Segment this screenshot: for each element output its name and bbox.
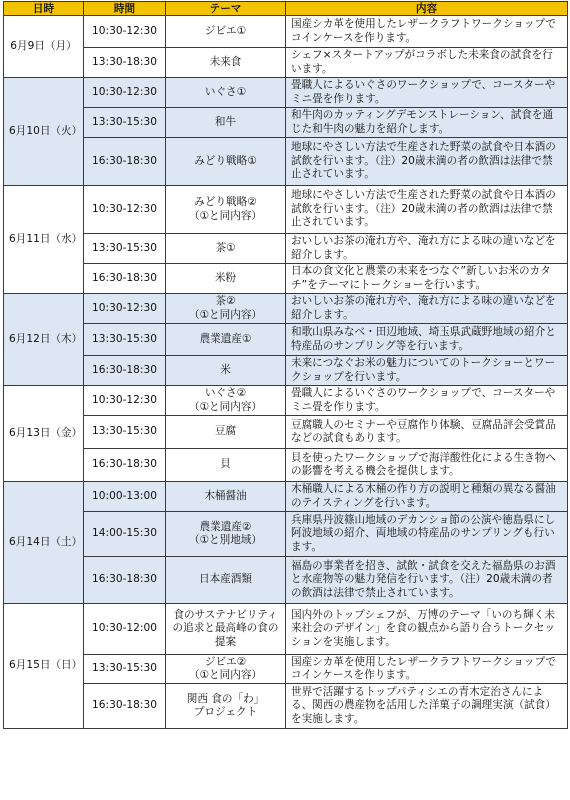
time-cell: 13:30-15:30 <box>84 655 166 684</box>
time-cell: 16:30-18:30 <box>84 449 166 482</box>
time-cell: 10:30-12:30 <box>84 78 166 108</box>
theme-cell: 食のサステナビリティの追求と最高峰の食の提案 <box>166 604 286 655</box>
table-row <box>4 108 568 138</box>
table-row <box>4 449 568 482</box>
content-cell: 畳職人によるいぐさのワークショップで、コースターやミニ畳を作ります。 <box>286 386 568 416</box>
table-row <box>4 294 568 324</box>
content-cell: 兵庫県丹波篠山地域のデカンショ節の公演や徳島県にし阿波地域の紹介、両地域の特産品のサンプリングも行います。 <box>286 512 568 557</box>
content-cell: 国内外のトップシェフが、万博のテーマ「いのち輝く未来社会のデザイン」を食の観点から語り合うトークセッションを実施します。 <box>286 604 568 655</box>
table-row <box>4 386 568 416</box>
time-cell: 16:30-18:30 <box>84 138 166 186</box>
time-cell: 13:30-15:30 <box>84 234 166 264</box>
table-row <box>4 557 568 604</box>
table-row <box>4 78 568 108</box>
content-cell: 和歌山県みなべ・田辺地域、埼玉県武蔵野地域の紹介と特産品のサンプリング等を行います。 <box>286 324 568 356</box>
table-row <box>4 138 568 186</box>
header-row <box>4 2 568 16</box>
theme-cell: ジビエ① <box>166 16 286 48</box>
table-row <box>4 234 568 264</box>
theme-cell: みどり戦略① <box>166 138 286 186</box>
time-cell: 10:30-12:30 <box>84 386 166 416</box>
time-cell: 10:00-13:00 <box>84 482 166 512</box>
time-cell: 13:30-15:30 <box>84 108 166 138</box>
theme-cell: 和牛 <box>166 108 286 138</box>
content-cell: 和牛肉のカッティングデモンストレーション、試食を通じた和牛肉の魅力を紹介します。 <box>286 108 568 138</box>
time-cell: 13:30-18:30 <box>84 48 166 78</box>
content-cell: 国産シカ革を使用したレザークラフトワークショップでコインケースを作ります。 <box>286 16 568 48</box>
theme-cell: 未来食 <box>166 48 286 78</box>
content-cell: 世界で活躍するトップパティシエの青木定治さんによる、関西の農産物を活用した洋菓子の調理実演（試食）を実施します。 <box>286 684 568 729</box>
table-row <box>4 264 568 294</box>
theme-cell: 米粉 <box>166 264 286 294</box>
table-row <box>4 16 568 48</box>
time-cell: 13:30-15:30 <box>84 416 166 449</box>
time-cell: 14:00-15:30 <box>84 512 166 557</box>
theme-cell: 米 <box>166 356 286 386</box>
theme-cell: 木桶醤油 <box>166 482 286 512</box>
time-cell: 10:30-12:30 <box>84 186 166 234</box>
table-row <box>4 604 568 655</box>
table-row <box>4 482 568 512</box>
time-cell: 10:30-12:30 <box>84 294 166 324</box>
time-cell: 16:30-18:30 <box>84 356 166 386</box>
theme-cell: いぐさ② （①と同内容） <box>166 386 286 416</box>
content-cell: おいしいお茶の淹れ方や、淹れ方による味の違いなどを紹介します。 <box>286 234 568 264</box>
theme-cell: みどり戦略② （①と同内容） <box>166 186 286 234</box>
theme-cell: 日本産酒類 <box>166 557 286 604</box>
table-row <box>4 512 568 557</box>
date-cell: 6月15日（日） <box>4 604 84 729</box>
content-cell: 国産シカ革を使用したレザークラフトワークショップでコインケースを作ります。 <box>286 655 568 684</box>
content-cell: 貝を使ったワークショップで海洋酸性化による生き物への影響を考える機会を提供します。 <box>286 449 568 482</box>
date-cell: 6月13日（金） <box>4 386 84 482</box>
table-row <box>4 48 568 78</box>
time-cell: 10:30-12:00 <box>84 604 166 655</box>
table-row <box>4 655 568 684</box>
header-theme: テーマ <box>166 2 286 16</box>
content-cell: 畳職人によるいぐさのワークショップで、コースターやミニ畳を作ります。 <box>286 78 568 108</box>
content-cell: 日本の食文化と農業の未来をつなぐ”新しいお米のカタチ”をテーマにトークショーを行います。 <box>286 264 568 294</box>
theme-cell: 関西 食の「わ」 プロジェクト <box>166 684 286 729</box>
table-row <box>4 186 568 234</box>
date-cell: 6月9日（月） <box>4 16 84 78</box>
content-cell: おいしいお茶の淹れ方や、淹れ方による味の違いなどを紹介します。 <box>286 294 568 324</box>
header-content: 内容 <box>286 2 568 16</box>
time-cell: 10:30-12:30 <box>84 16 166 48</box>
time-cell: 13:30-15:30 <box>84 324 166 356</box>
theme-cell: ジビエ② （①と同内容） <box>166 655 286 684</box>
time-cell: 16:30-18:30 <box>84 557 166 604</box>
time-cell: 16:30-18:30 <box>84 684 166 729</box>
content-cell: 木桶職人による木桶の作り方の説明と種類の異なる醤油のテイスティングを行います。 <box>286 482 568 512</box>
content-cell: 地球にやさしい方法で生産された野菜の試食や日本酒の試飲を行います。（注）20歳未満の者の飲酒は法律で禁止されています。 <box>286 138 568 186</box>
content-cell: 未来につなぐお米の魅力についてのトークショーとワークショップを行います。 <box>286 356 568 386</box>
content-cell: 豆腐職人のセミナーや豆腐作り体験、豆腐品評会受賞品などの試食もあります。 <box>286 416 568 449</box>
theme-cell: 茶① <box>166 234 286 264</box>
content-cell: 福島の事業者を招き、試飲・試食を交えた福島県のお酒と水産物等の魅力発信を行います。（注）20歳未満の者の飲酒は法律で禁止されています。 <box>286 557 568 604</box>
table-row <box>4 684 568 729</box>
theme-cell: 豆腐 <box>166 416 286 449</box>
date-cell: 6月12日（木） <box>4 294 84 386</box>
header-time: 時間 <box>84 2 166 16</box>
theme-cell: 貝 <box>166 449 286 482</box>
schedule-body <box>4 16 568 729</box>
date-cell: 6月11日（水） <box>4 186 84 294</box>
table-row <box>4 324 568 356</box>
content-cell: 地球にやさしい方法で生産された野菜の試食や日本酒の試飲を行います。（注）20歳未満の者の飲酒は法律で禁止されています。 <box>286 186 568 234</box>
table-row <box>4 356 568 386</box>
content-cell: シェフ×スタートアップがコラボした未来食の試食を行います。 <box>286 48 568 78</box>
schedule-table <box>3 1 568 729</box>
theme-cell: 茶② （①と同内容） <box>166 294 286 324</box>
date-cell: 6月14日（土） <box>4 482 84 604</box>
theme-cell: いぐさ① <box>166 78 286 108</box>
theme-cell: 農業遺産① <box>166 324 286 356</box>
date-cell: 6月10日（火） <box>4 78 84 186</box>
theme-cell: 農業遺産② （①と別地域） <box>166 512 286 557</box>
table-row <box>4 416 568 449</box>
header-date: 日時 <box>4 2 84 16</box>
time-cell: 16:30-18:30 <box>84 264 166 294</box>
